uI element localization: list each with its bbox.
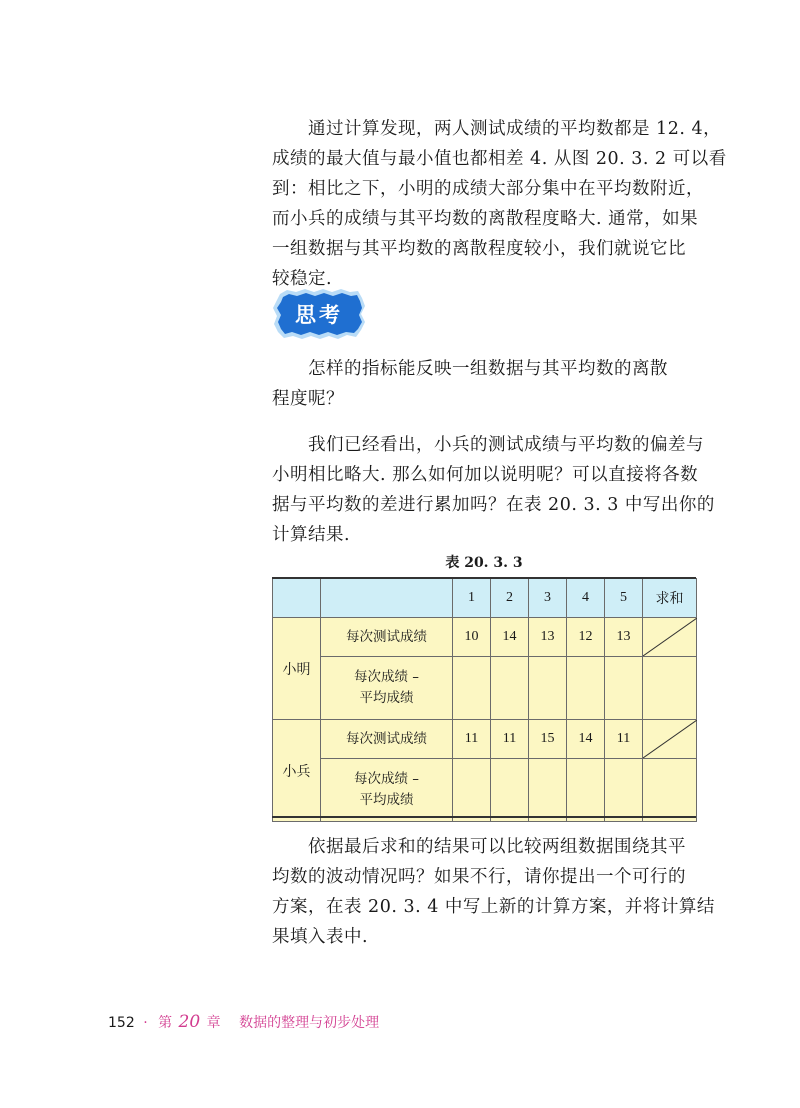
empty-answer-cell[interactable] bbox=[491, 657, 529, 720]
diff-label-line: 平均成绩 bbox=[359, 690, 414, 706]
sum-cell-crossed bbox=[643, 618, 697, 657]
text-line: 一组数据与其平均数的离散程度较小，我们就说它比 bbox=[272, 239, 686, 259]
empty-answer-cell[interactable] bbox=[453, 657, 491, 720]
paragraph-proposal bbox=[272, 832, 715, 952]
empty-answer-cell[interactable] bbox=[605, 657, 643, 720]
score-cell: 11 bbox=[453, 720, 491, 759]
score-cell: 15 bbox=[529, 720, 567, 759]
table-row bbox=[273, 657, 697, 720]
text-line: 较稳定. bbox=[272, 269, 333, 289]
diff-label-line: 每次成绩 – bbox=[353, 771, 420, 787]
empty-answer-cell[interactable] bbox=[567, 657, 605, 720]
diagonal-slash-icon bbox=[643, 720, 697, 758]
score-cell: 14 bbox=[567, 720, 605, 759]
table-row bbox=[273, 618, 697, 657]
score-cell: 14 bbox=[491, 618, 529, 657]
table-top-rule bbox=[272, 577, 696, 579]
think-badge bbox=[272, 288, 366, 340]
table-header-row bbox=[273, 579, 697, 618]
row-label-cell bbox=[321, 759, 453, 822]
score-cell: 13 bbox=[605, 618, 643, 657]
header-cell: 4 bbox=[567, 579, 605, 618]
sum-cell-crossed bbox=[643, 720, 697, 759]
row-label-cell: 每次测试成绩 bbox=[321, 720, 453, 759]
text-line: 小明相比略大. 那么如何加以说明呢？可以直接将各数 bbox=[272, 465, 699, 485]
text-line: 到：相比之下，小明的成绩大部分集中在平均数附近， bbox=[272, 179, 704, 199]
score-cell: 10 bbox=[453, 618, 491, 657]
page-footer bbox=[108, 1012, 379, 1032]
text-line: 果填入表中. bbox=[272, 927, 369, 947]
table-row bbox=[273, 759, 697, 822]
text-line: 而小兵的成绩与其平均数的离散程度略大. 通常，如果 bbox=[272, 209, 699, 229]
header-cell: 3 bbox=[529, 579, 567, 618]
chapter-prefix: 第 bbox=[158, 1015, 173, 1031]
empty-answer-cell[interactable] bbox=[491, 759, 529, 822]
text-line: 程度呢？ bbox=[272, 389, 344, 409]
empty-answer-cell[interactable] bbox=[567, 759, 605, 822]
header-sum-cell: 求和 bbox=[643, 579, 697, 618]
text-line: 计算结果. bbox=[272, 525, 351, 545]
row-label-cell: 每次测试成绩 bbox=[321, 618, 453, 657]
score-cell: 11 bbox=[491, 720, 529, 759]
diff-label-line: 平均成绩 bbox=[359, 792, 414, 808]
student-name-cell: 小兵 bbox=[273, 720, 321, 822]
score-cell: 11 bbox=[605, 720, 643, 759]
page-number: 152 bbox=[108, 1015, 135, 1031]
text-line: 依据最后求和的结果可以比较两组数据围绕其平 bbox=[308, 837, 686, 857]
empty-answer-cell[interactable] bbox=[453, 759, 491, 822]
empty-answer-cell[interactable] bbox=[643, 657, 697, 720]
paragraph-intro bbox=[272, 114, 727, 294]
empty-answer-cell[interactable] bbox=[605, 759, 643, 822]
text-line: 怎样的指标能反映一组数据与其平均数的离散 bbox=[308, 359, 668, 379]
table-row bbox=[273, 720, 697, 759]
text-line: 我们已经看出，小兵的测试成绩与平均数的偏差与 bbox=[308, 435, 704, 455]
text-line: 方案，在表 20. 3. 4 中写上新的计算方案，并将计算结 bbox=[272, 897, 715, 917]
chapter-suffix: 章 bbox=[206, 1015, 221, 1031]
score-cell: 13 bbox=[529, 618, 567, 657]
empty-answer-cell[interactable] bbox=[643, 759, 697, 822]
student-name-cell: 小明 bbox=[273, 618, 321, 720]
text-line: 据与平均数的差进行累加吗？在表 20. 3. 3 中写出你的 bbox=[272, 495, 715, 515]
diff-label-line: 每次成绩 – bbox=[353, 669, 420, 685]
paragraph-question bbox=[272, 354, 696, 414]
header-cell: 2 bbox=[491, 579, 529, 618]
text-line: 通过计算发现，两人测试成绩的平均数都是 12. 4， bbox=[308, 119, 722, 139]
header-cell: 5 bbox=[605, 579, 643, 618]
header-cell: 1 bbox=[453, 579, 491, 618]
table-bottom-rule bbox=[272, 816, 696, 818]
header-blank-cell bbox=[273, 579, 321, 618]
score-cell: 12 bbox=[567, 618, 605, 657]
empty-answer-cell[interactable] bbox=[529, 657, 567, 720]
think-label: 思考 bbox=[295, 303, 343, 327]
chapter-title: 数据的整理与初步处理 bbox=[239, 1015, 380, 1031]
score-table bbox=[272, 578, 697, 822]
header-blank-cell bbox=[321, 579, 453, 618]
empty-answer-cell[interactable] bbox=[529, 759, 567, 822]
diagonal-slash-icon bbox=[643, 618, 697, 656]
text-line: 均数的波动情况吗？如果不行，请你提出一个可行的 bbox=[272, 867, 686, 887]
footer-separator: · bbox=[143, 1015, 148, 1031]
chapter-number: 20 bbox=[178, 1012, 201, 1032]
text-line: 成绩的最大值与最小值也都相差 4. 从图 20. 3. 2 可以看 bbox=[272, 149, 727, 169]
table-caption: 表 20. 3. 3 bbox=[445, 555, 523, 571]
row-label-cell bbox=[321, 657, 453, 720]
paragraph-deviation bbox=[272, 430, 715, 550]
